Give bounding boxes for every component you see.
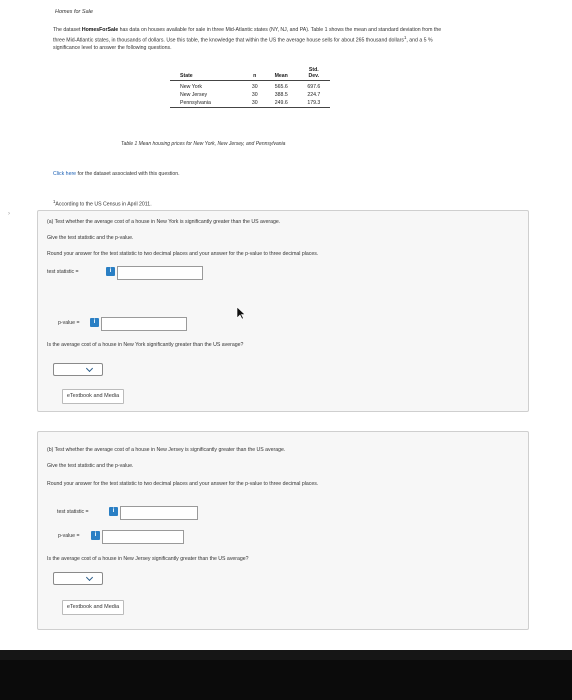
- intro-post: has data on houses available for sale in three Mid-Atlantic states (NY, NJ, and PA). Table 1 shows the mean and standard deviation from the three Mid-Atlantic states, in thousands of dollars. Use this table, the knowledge that within the US the average house sells for about 265 thousand dollars: [53, 27, 442, 44]
- pvalue-input[interactable]: [101, 317, 187, 331]
- footnote: $^1$According to the US Census in April 2011.: [53, 199, 152, 208]
- pvalue-input[interactable]: [102, 530, 184, 544]
- part-b-question: (b) Test whether the average cost of a house in New Jersey is significantly greater than the US average.: [47, 447, 286, 453]
- bottom-dark-band-lower: [0, 660, 572, 700]
- dataset-link-rest: for the dataset associated with this question.: [76, 171, 180, 177]
- intro-paragraph: [53, 27, 453, 52]
- part-b-round: Round your answer for the test statistic to two decimal places and your answer for the p-value to three decimal places.: [47, 481, 319, 487]
- pvalue-label: p-value =: [58, 320, 80, 326]
- chevron-right-icon: ›: [8, 211, 10, 217]
- col-state: State: [180, 73, 193, 79]
- test-statistic-label: test statistic =: [57, 509, 89, 515]
- col-mean: Mean: [274, 73, 288, 79]
- info-icon[interactable]: i: [109, 507, 118, 516]
- dataset-link-line: [53, 171, 180, 177]
- part-a-answer-dropdown[interactable]: [53, 363, 103, 376]
- page-title: Homes for Sale: [55, 9, 93, 15]
- test-statistic-label: test statistic =: [47, 269, 79, 275]
- part-b-give: Give the test statistic and the p-value.: [47, 463, 134, 469]
- col-n: n: [253, 73, 257, 79]
- dataset-name: HomesForSale: [81, 27, 119, 33]
- table-row: New York 30 565.6 697.6: [180, 84, 321, 90]
- dataset-link[interactable]: Click here: [53, 171, 77, 177]
- table-row: New Jersey 30 388.5 224.7: [180, 92, 321, 98]
- table-row: Pennsylvania 30 249.6 179.3: [180, 100, 321, 106]
- etextbook-button[interactable]: eTextbook and Media: [62, 389, 124, 404]
- etextbook-button[interactable]: eTextbook and Media: [62, 600, 124, 615]
- part-b-answer-dropdown[interactable]: [53, 572, 103, 585]
- intro-end: , and a 5 % significance level to answer the following questions.: [53, 37, 433, 51]
- test-statistic-input[interactable]: [117, 266, 203, 280]
- chevron-down-icon: [86, 365, 93, 372]
- footnote-marker: 1: [53, 199, 56, 204]
- part-a-panel: [37, 210, 529, 412]
- table-caption: Table 1 Mean housing prices for New York, New Jersey, and Pennsylvania: [121, 141, 286, 147]
- col-sd: Std. Dev.: [308, 67, 320, 79]
- cursor-icon: [236, 306, 246, 320]
- info-icon[interactable]: i: [90, 318, 99, 327]
- chevron-down-icon: [86, 574, 93, 581]
- intro-footnote-ref: 1: [403, 35, 407, 40]
- part-a-round: Round your answer for the test statistic to two decimal places and your answer for the p-value to three decimal places.: [47, 251, 319, 257]
- pvalue-label: p-value =: [58, 533, 80, 539]
- test-statistic-input[interactable]: [120, 506, 198, 520]
- part-b-significance-question: Is the average cost of a house in New Jersey significantly greater than the US average?: [47, 556, 249, 562]
- info-icon[interactable]: i: [91, 531, 100, 540]
- part-a-question: (a) Test whether the average cost of a house in New York is significantly greater than the US average.: [47, 219, 281, 225]
- housing-table: [170, 66, 330, 109]
- part-b-panel: [37, 431, 529, 630]
- part-a-give: Give the test statistic and the p-value.: [47, 235, 134, 241]
- intro-pre: The dataset: [53, 27, 82, 33]
- info-icon[interactable]: i: [106, 267, 115, 276]
- part-a-significance-question: Is the average cost of a house in New York significantly greater than the US average?: [47, 342, 244, 348]
